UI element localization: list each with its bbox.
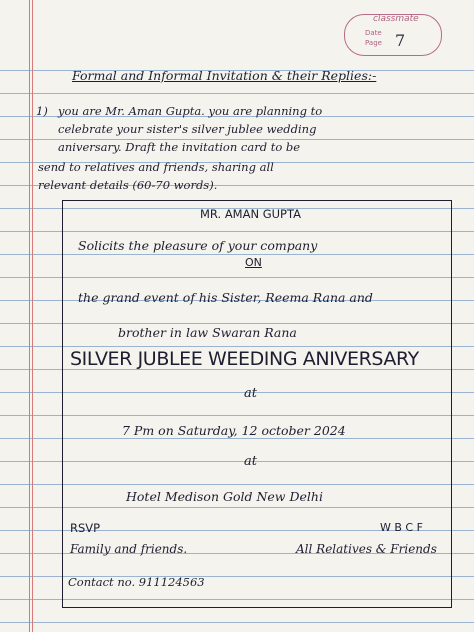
question-line: send to relatives and friends, sharing all: [38, 160, 274, 174]
date-label: Date: [365, 29, 382, 37]
card-host: MR. AMAN GUPTA: [200, 207, 301, 221]
page-heading: Formal and Informal Invitation & their Replies:-: [72, 68, 377, 83]
card-headline: SILVER JUBLEE WEEDING ANIVERSARY: [70, 348, 419, 370]
question-number: 1): [36, 104, 48, 118]
brand-label: classmate: [373, 14, 419, 24]
margin-line-inner: [32, 0, 33, 632]
page-label: Page: [365, 39, 382, 47]
card-family-line: Family and friends.: [70, 542, 188, 556]
card-relatives-line: All Relatives & Friends: [296, 542, 437, 556]
card-time-line: 7 Pm on Saturday, 12 october 2024: [122, 423, 346, 438]
margin-line: [29, 0, 30, 632]
card-solicits-line: Solicits the pleasure of your company: [78, 238, 318, 253]
question-line: relevant details (60-70 words).: [38, 178, 218, 192]
card-at-label: at: [244, 386, 257, 401]
card-wbcf: W B C F: [380, 521, 423, 534]
card-event-line: the grand event of his Sister, Reema Rana and: [78, 290, 373, 305]
card-at-label-2: at: [244, 454, 257, 469]
question-line: celebrate your sister's silver jublee wedding: [58, 122, 317, 136]
card-brother-line: brother in law Swaran Rana: [118, 325, 297, 340]
classmate-date-badge: [344, 14, 442, 56]
card-contact: Contact no. 911124563: [68, 575, 205, 589]
card-venue: Hotel Medison Gold New Delhi: [126, 489, 323, 504]
question-line: you are Mr. Aman Gupta. you are planning to: [58, 104, 323, 118]
question-line: aniversary. Draft the invitation card to be: [58, 140, 301, 154]
card-rsvp: RSVP: [70, 521, 101, 535]
card-on-label: ON: [245, 256, 262, 269]
page-number: 7: [395, 31, 406, 50]
